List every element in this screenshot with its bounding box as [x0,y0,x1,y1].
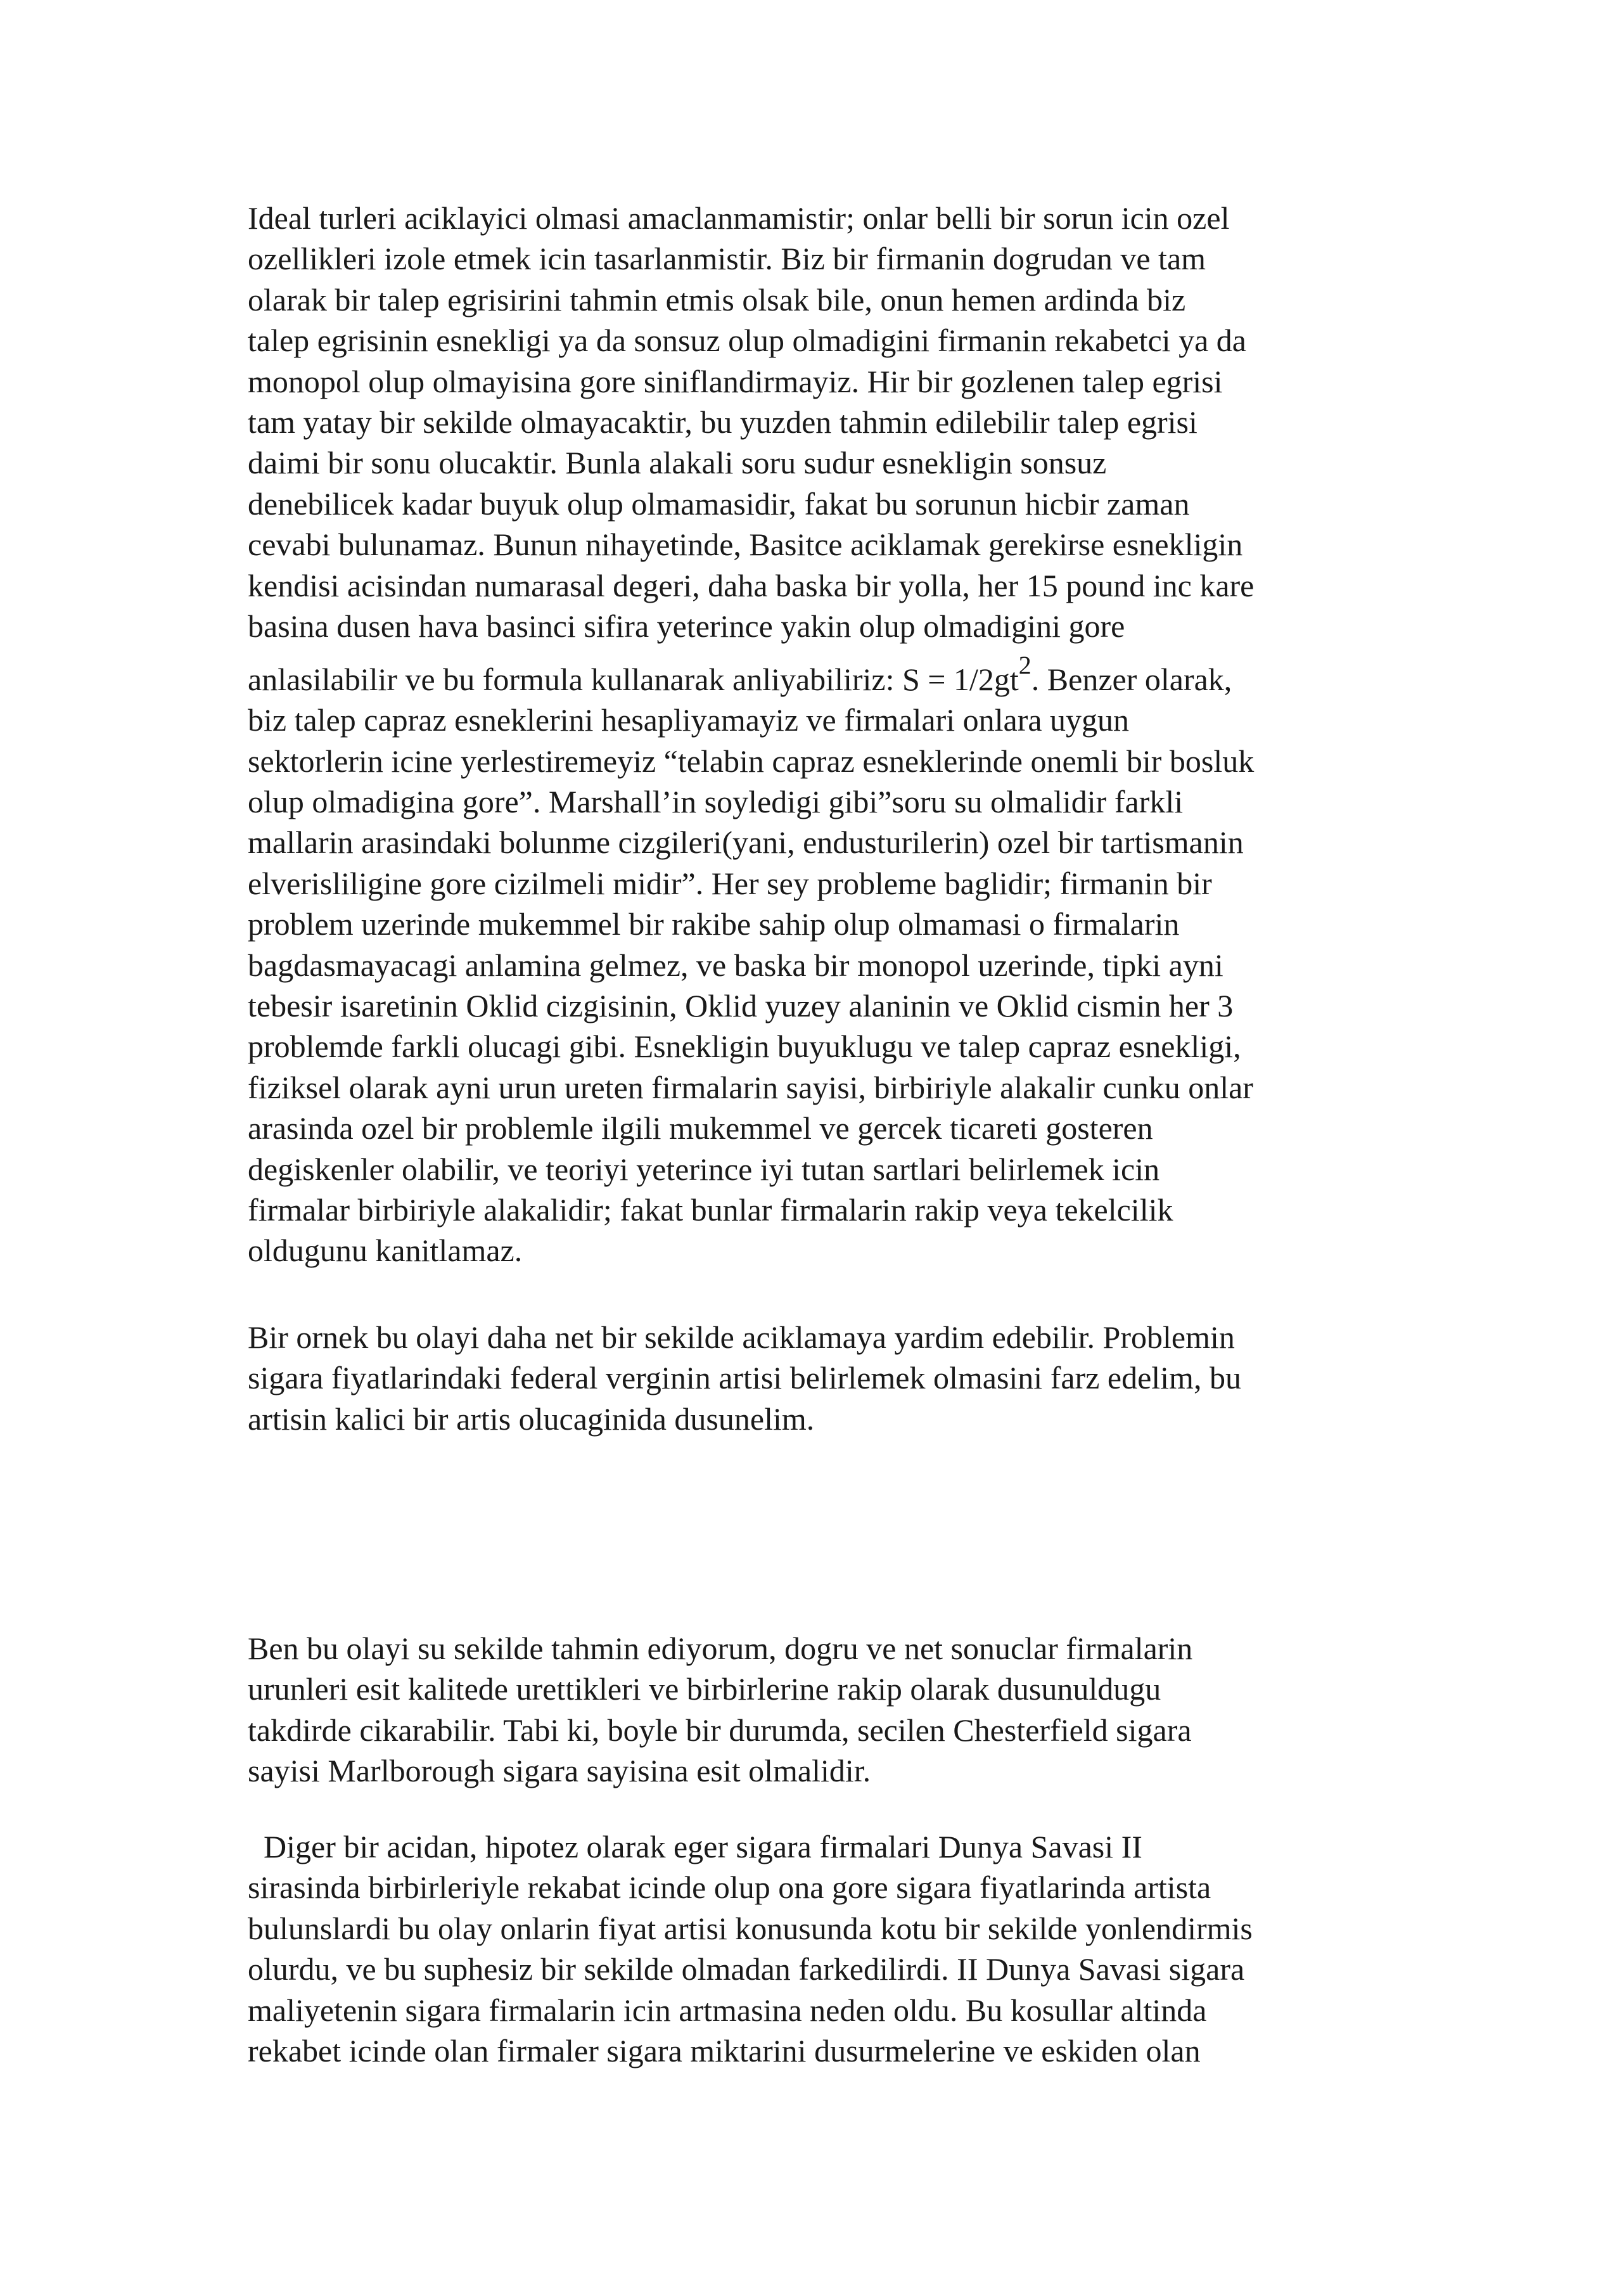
text-line: problem uzerinde mukemmel bir rakibe sahip olup olmamasi o firmalarin [248,906,1180,942]
text-line: monopol olup olmayisina gore siniflandirmayiz. Hir bir gozlenen talep egrisi [248,363,1223,399]
formula-superscript: 2 [1018,651,1031,680]
formula-text-after: . Benzer olarak, [1031,662,1232,698]
text-line: Diger bir acidan, hipotez olarak eger sigara firmalari Dunya Savasi II [248,1829,1142,1864]
paragraph-world-war [248,1826,1388,2071]
text-line: sektorlerin icine yerlestiremeyiz “telabin capraz esneklerinde onemli bir bosluk [248,743,1255,779]
text-line: talep egrisinin esnekligi ya da sonsuz olup olmadigini firmanin rekabetci ya da [248,323,1246,359]
text-line: sirasinda birbirleriyle rekabat icinde olup ona gore sigara fiyatlarinda artista [248,1870,1211,1906]
text-line: denebilicek kadar buyuk olup olmamasidir, fakat bu sorunun hicbir zaman [248,485,1190,522]
text-line: biz talep capraz esneklerini hesapliyamayiz ve firmalari onlara uygun [248,702,1130,738]
text-line: Ben bu olayi su sekilde tahmin ediyorum, dogru ve net sonuclar firmalarin [248,1631,1193,1666]
text-line: olarak bir talep egrisirini tahmin etmis olsak bile, onun hemen ardinda biz [248,281,1186,317]
text-line: arasinda ozel bir problemle ilgili mukemmel ve gercek ticareti gosteren [248,1110,1153,1146]
text-line: urunleri esit kalitede urettikleri ve birbirlerine rakip olarak dusunuldugu [248,1671,1161,1707]
paragraph-example [248,1317,1388,1439]
text-line: problemde farkli olucagi gibi. Esnekligin buyuklugu ve talep capraz esnekligi, [248,1029,1241,1065]
text-line: sayisi Marlborough sigara sayisina esit olmalidir. [248,1753,871,1789]
text-line: bulunslardi bu olay onlarin fiyat artisi konusunda kotu bir sekilde yonlendirmis [248,1910,1253,1946]
text-line: artisin kalici bir artis olucaginida dusunelim. [248,1401,815,1437]
text-line: maliyetenin sigara firmalarin icin artmasina neden oldu. Bu kosullar altinda [248,1992,1207,2028]
text-line: mallarin arasindaki bolunme cizgileri(yani, endusturilerin) ozel bir tartismanin [248,824,1244,861]
text-line: tam yatay bir sekilde olmayacaktir, bu yuzden tahmin edilebilir talep egrisi [248,404,1197,440]
text-line: takdirde cikarabilir. Tabi ki, boyle bir durumda, secilen Chesterfield sigara [248,1712,1192,1748]
paragraph-prediction [248,1628,1388,1792]
paragraph-ideal-types [248,198,1388,1271]
text-line: olup olmadigina gore”. Marshall’in soyledigi gibi”soru su olmalidir farkli [248,784,1184,820]
text-line: elverisliligine gore cizilmeli midir”. Her sey probleme baglidir; firmanin bir [248,865,1212,901]
text-line: basina dusen hava basinci sifira yeterince yakin olup olmadigini gore [248,608,1125,644]
text-line: olurdu, ve bu suphesiz bir sekilde olmadan farkedilirdi. II Dunya Savasi sigara [248,1951,1245,1987]
text-line: tebesir isaretinin Oklid cizgisinin, Oklid yuzey alaninin ve Oklid cismin her 3 [248,988,1234,1024]
text-line: Ideal turleri aciklayici olmasi amaclanmamistir; onlar belli bir sorun icin ozel [248,200,1230,236]
text-line: cevabi bulunamaz. Bunun nihayetinde, Basitce aciklamak gerekirse esnekligin [248,527,1243,563]
text-line: Bir ornek bu olayi daha net bir sekilde aciklamaya yardim edebilir. Problemin [248,1319,1235,1355]
text-line: degiskenler olabilir, ve teoriyi yeterince iyi tutan sartlari belirlemek icin [248,1151,1160,1187]
text-line: daimi bir sonu olucaktir. Bunla alakali soru sudur esnekligin sonsuz [248,445,1107,481]
text-line: firmalar birbiriyle alakalidir; fakat bunlar firmalarin rakip veya tekelcilik [248,1191,1173,1228]
text-line: oldugunu kanitlamaz. [248,1233,523,1269]
text-line: ozellikleri izole etmek icin tasarlanmistir. Biz bir firmanin dogrudan ve tam [248,241,1206,277]
formula-line [248,646,1388,700]
text-line: fiziksel olarak ayni urun ureten firmalarin sayisi, birbiriyle alakalir cunku onlar [248,1069,1253,1105]
text-line: sigara fiyatlarindaki federal verginin artisi belirlemek olmasini farz edelim, bu [248,1360,1241,1396]
text-line: kendisi acisindan numarasal degeri, daha baska bir yolla, her 15 pound inc kare [248,567,1255,603]
text-line: bagdasmayacagi anlamina gelmez, ve baska bir monopol uzerinde, tipki ayni [248,947,1223,983]
formula-text-before: anlasilabilir ve bu formula kullanarak anliyabiliriz: S = 1/2gt [248,662,1019,698]
text-line: rekabet icinde olan firmaler sigara miktarini dusurmelerine ve eskiden olan [248,2032,1201,2068]
